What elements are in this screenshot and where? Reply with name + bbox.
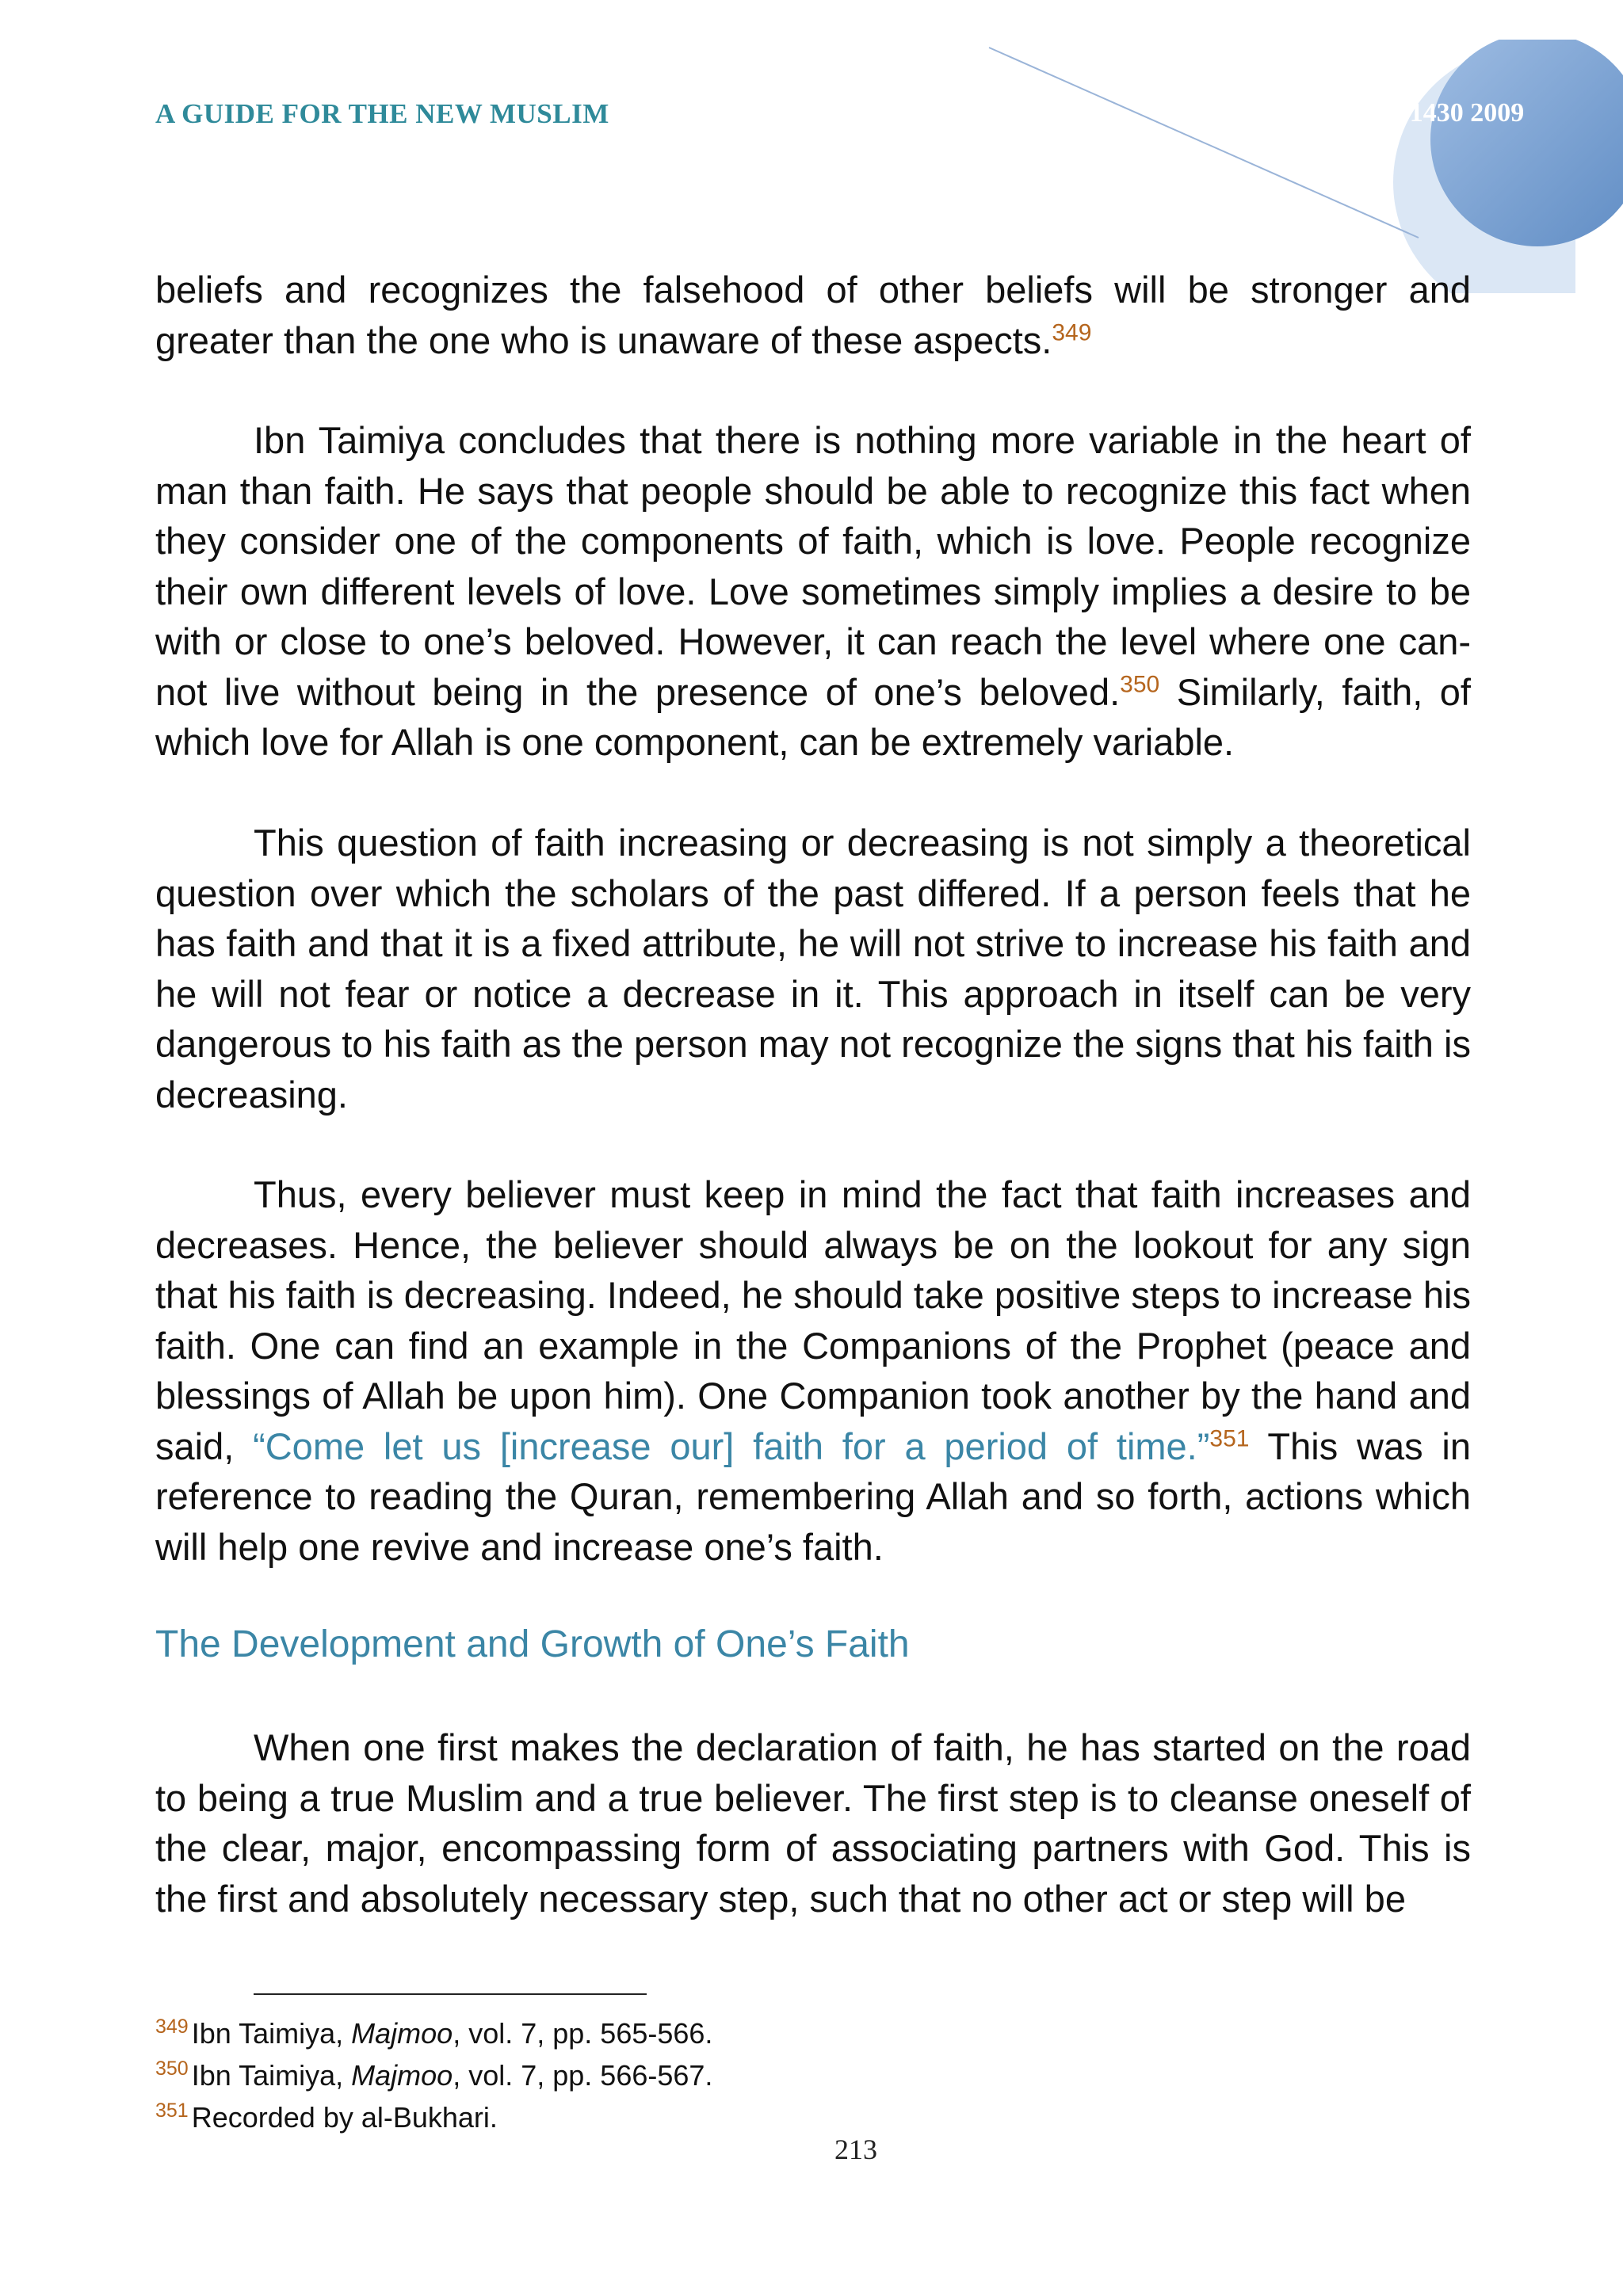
footnote-351: $^{351}$ Recorded by al-Bukhari.: [155, 2100, 498, 2134]
paragraph-1: beliefs and recognizes the falsehood of other beliefs will be stronger and greater than the one who is unaware of these aspects.$^{349}$: [155, 269, 1471, 361]
running-header-year: 1430 2009: [1409, 98, 1525, 128]
header-diagonal-line: [989, 48, 1419, 238]
paragraph-5: When one first makes the declaration of faith, he has started on the road to being a true Muslim and a true believer. The first step is to cleanse oneself of the clear, major, encompassing form of associating partners with God. This is the first and absolutely necessary step, such that no other act or step will be: [155, 1726, 1471, 1920]
header-decoration: [975, 40, 1623, 293]
footnote-divider: [254, 1993, 647, 1995]
footnote-ref-349[interactable]: 349: [1052, 318, 1092, 345]
paragraph-4: Thus, every believer must keep in mind the fact that faith increases and decreases. Hence, the believer should always be on the lookout for any sign that his faith is decreasing. Indeed, he should take positive steps to increase his faith. One can find an example in the Companions of the Prophet (peace and blessings of Allah be upon him). One Companion took another by the hand and said, “Come let us [increase our] faith for a period of time.”$^{351}$ This was in reference to reading the Quran, remembering Allah and so forth, actions which will help one revive and increase one’s faith.: [155, 1173, 1471, 1568]
quote-text: “Come let us [increase our] faith for a period of time.”: [253, 1425, 1210, 1467]
footnote-ref-351[interactable]: 351: [1209, 1425, 1250, 1451]
footnote-349: $^{349}$ Ibn Taimiya, Majmoo, vol. 7, pp. 565-566.: [155, 2016, 713, 2050]
footnote-350: $^{350}$ Ibn Taimiya, Majmoo, vol. 7, pp. 566-567.: [155, 2058, 713, 2092]
paragraph-2: Ibn Taimiya concludes that there is nothing more variable in the heart of man than faith. He says that people should be able to recognize this fact when they consider one of the components of faith, which is love. People recognize their own different levels of love. Love sometimes simply implies a desire to be with or close to one’s beloved. However, it can reach the level where one can-not live without being in the presence of one’s beloved.$^{350}$ Similarly, faith, of which love for Allah is one component, can be extremely variable.: [155, 419, 1471, 763]
footnotes: [155, 2012, 712, 2138]
paragraph-3: This question of faith increasing or decreasing is not simply a theoretical question over which the scholars of the past differed. If a person feels that he has faith and that it is a fixed attribute, he will not strive to increase his faith and he will not fear or notice a decrease in it. This approach in itself can be very dangerous to his faith as the person may not recognize the signs that his faith is decreasing.: [155, 822, 1471, 1116]
section-heading: The Development and Growth of One’s Faith: [155, 1623, 910, 1665]
footnote-ref-350[interactable]: 350: [1120, 670, 1160, 697]
page-number: 213: [834, 2134, 877, 2165]
running-header-title: A GUIDE FOR THE NEW MUSLIM: [155, 98, 609, 129]
